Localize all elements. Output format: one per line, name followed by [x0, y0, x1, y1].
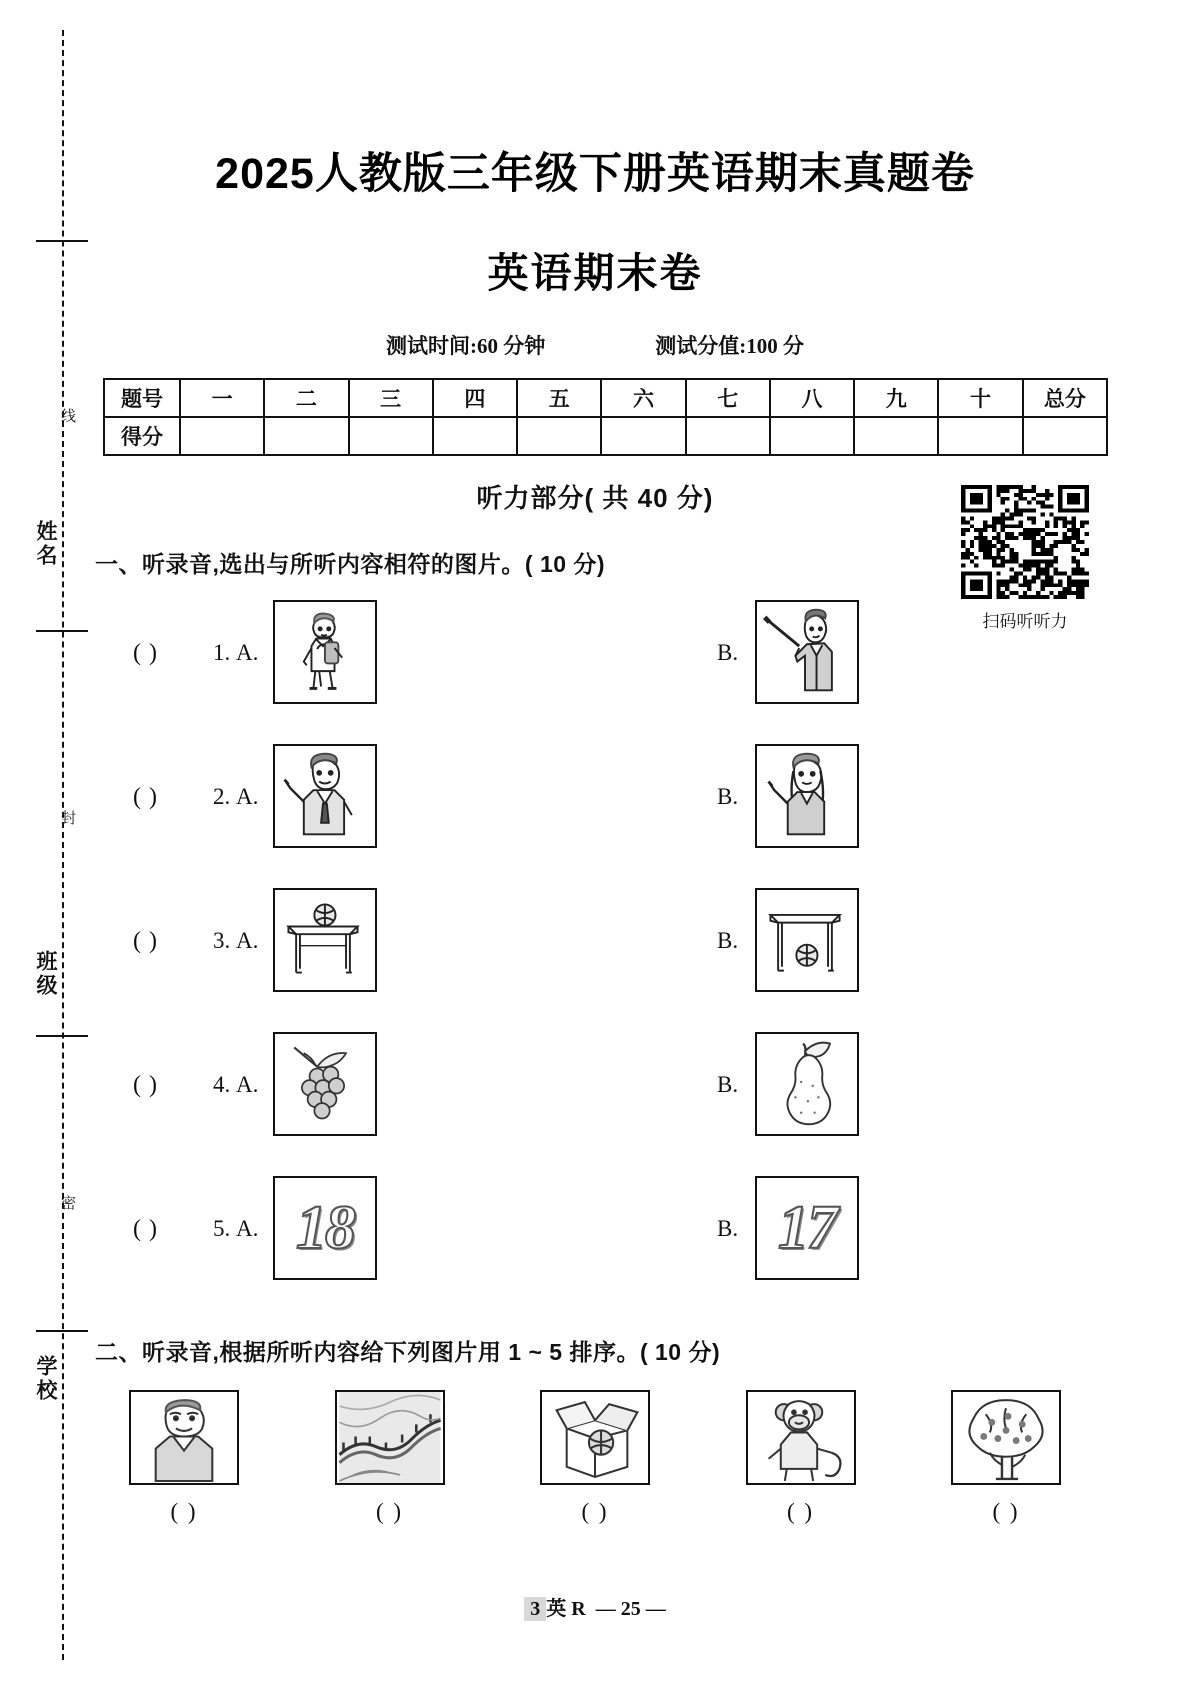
- exam-meta: [95, 330, 1095, 360]
- question-2-heading: 二、听录音,根据所听内容给下列图片用 1 ~ 5 排序。( 10 分): [95, 1339, 721, 1365]
- margin-label-class: 班级: [34, 950, 57, 998]
- numeral-text: 17: [778, 1193, 836, 1262]
- score-cell[interactable]: [938, 417, 1022, 455]
- seal-tick: [36, 240, 88, 242]
- score-table-col: 五: [517, 379, 601, 417]
- page-footer: [95, 1592, 1095, 1621]
- score-table-col: 六: [601, 379, 685, 417]
- seal-tick: [36, 1035, 88, 1037]
- answer-blank[interactable]: ( ): [786, 1499, 815, 1524]
- score-cell[interactable]: [854, 417, 938, 455]
- option-a-label: 5. A.: [213, 1216, 259, 1241]
- table-row-scores: [104, 417, 1107, 455]
- seal-char-secret: 密: [59, 1195, 76, 1210]
- question-2-picture-strip: [95, 1390, 1095, 1525]
- qr-code-label: 扫码听听力: [982, 612, 1068, 631]
- score-table-col: 十: [938, 379, 1022, 417]
- numeral-text: 18: [296, 1193, 354, 1262]
- test-time: 测试时间:60 分钟: [386, 334, 546, 358]
- score-table-col-total: 总分: [1023, 379, 1107, 417]
- margin-label-school: 学校: [34, 1355, 57, 1403]
- man-pointing-icon: [273, 744, 377, 848]
- score-cell[interactable]: [180, 417, 264, 455]
- seal-tick: [36, 630, 88, 632]
- number-seventeen-icon: [755, 1176, 859, 1280]
- monkey-icon: [746, 1390, 856, 1485]
- score-table-row-label: 得分: [104, 417, 180, 455]
- option-a-label: 2. A.: [213, 784, 259, 809]
- question-item-3: [95, 886, 1095, 996]
- option-b-label: B.: [717, 928, 739, 953]
- score-cell[interactable]: [349, 417, 433, 455]
- score-cell[interactable]: [770, 417, 854, 455]
- answer-blank[interactable]: ( ): [581, 1499, 609, 1524]
- answer-blank[interactable]: ( ): [133, 1216, 158, 1242]
- test-total-score: 测试分值:100 分: [655, 334, 804, 358]
- answer-blank[interactable]: ( ): [133, 784, 158, 810]
- seal-char-line: 线: [59, 408, 76, 423]
- list-item: [742, 1390, 860, 1525]
- score-cell-total[interactable]: [1023, 417, 1107, 455]
- question-item-5: [95, 1174, 1095, 1284]
- list-item: [331, 1390, 449, 1525]
- option-b-label: B.: [717, 640, 739, 665]
- list-item: [536, 1390, 654, 1525]
- answer-blank[interactable]: ( ): [992, 1499, 1020, 1524]
- qr-code-icon[interactable]: [961, 485, 1089, 599]
- list-item: [125, 1390, 243, 1525]
- score-table-col: 八: [770, 379, 854, 417]
- option-a-label: 4. A.: [213, 1072, 259, 1097]
- option-b-label: B.: [717, 1216, 739, 1241]
- answer-blank[interactable]: ( ): [375, 1499, 404, 1524]
- option-b-label: B.: [717, 784, 739, 809]
- score-table-col: 七: [686, 379, 770, 417]
- table-row-header: [104, 379, 1107, 417]
- score-cell[interactable]: [433, 417, 517, 455]
- question-item-2: [95, 742, 1095, 852]
- girl-pointing-icon: [755, 744, 859, 848]
- score-table-col: 二: [264, 379, 348, 417]
- score-table-col: 四: [433, 379, 517, 417]
- question-item-1: [95, 598, 1095, 708]
- number-eighteen-icon: [273, 1176, 377, 1280]
- score-table-row-label: 题号: [104, 379, 180, 417]
- option-a-label: 1. A.: [213, 640, 259, 665]
- apple-tree-icon: [951, 1390, 1061, 1485]
- option-a-label: 3. A.: [213, 928, 259, 953]
- footer-subject-code: 英 R: [546, 1598, 586, 1620]
- question-1-heading: 一、听录音,选出与所听内容相符的图片。( 10 分): [95, 551, 606, 577]
- list-item: [947, 1390, 1065, 1525]
- seal-tick: [36, 1330, 88, 1332]
- answer-blank[interactable]: ( ): [133, 1072, 158, 1098]
- score-table-col: 三: [349, 379, 433, 417]
- seal-char-seal: 封: [59, 810, 76, 825]
- option-b-label: B.: [717, 1072, 739, 1097]
- ball-under-desk-icon: [755, 888, 859, 992]
- teacher-with-pointer-icon: [755, 600, 859, 704]
- score-table-col: 九: [854, 379, 938, 417]
- score-table: [103, 378, 1108, 456]
- listening-section-title: 听力部分( 共 40 分): [476, 483, 714, 513]
- answer-blank[interactable]: ( ): [133, 640, 158, 666]
- exam-page: [95, 0, 1191, 1684]
- score-cell[interactable]: [517, 417, 601, 455]
- score-cell[interactable]: [601, 417, 685, 455]
- page-subtitle: 英语期末卷: [487, 250, 703, 296]
- ball-in-box-icon: [540, 1390, 650, 1485]
- grandfather-icon: [129, 1390, 239, 1485]
- answer-blank[interactable]: ( ): [170, 1499, 198, 1524]
- score-cell[interactable]: [264, 417, 348, 455]
- question-item-4: [95, 1030, 1095, 1140]
- cut-dashed-line: [62, 30, 64, 1660]
- ball-on-desk-icon: [273, 888, 377, 992]
- footer-page-number: — 25 —: [595, 1598, 666, 1620]
- margin-label-name: 姓名: [34, 520, 57, 568]
- great-wall-icon: [335, 1390, 445, 1485]
- binding-margin: [0, 0, 95, 1684]
- boy-with-backpack-icon: [273, 600, 377, 704]
- answer-blank[interactable]: ( ): [133, 928, 158, 954]
- page-title: 2025人教版三年级下册英语期末真题卷: [215, 150, 975, 198]
- grapes-icon: [273, 1032, 377, 1136]
- score-table-col: 一: [180, 379, 264, 417]
- pear-icon: [755, 1032, 859, 1136]
- score-cell[interactable]: [686, 417, 770, 455]
- footer-page-badge: 3: [524, 1597, 546, 1621]
